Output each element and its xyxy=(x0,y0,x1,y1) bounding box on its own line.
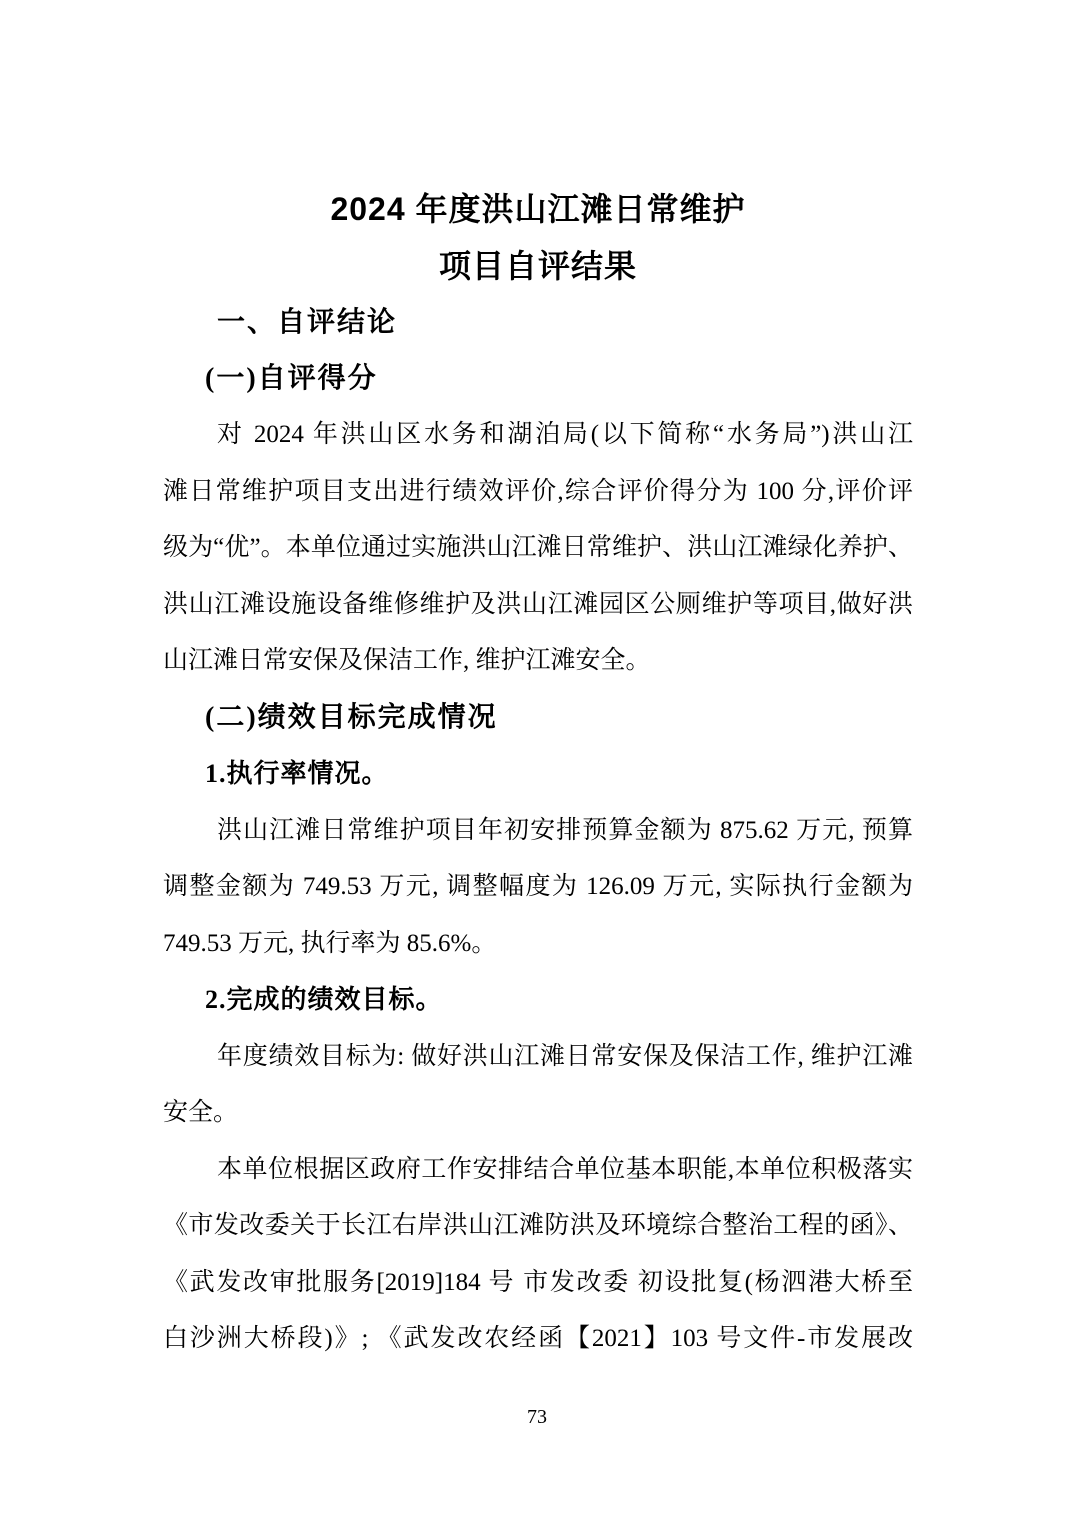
body-line: 调整金额为 749.53 万元, 调整幅度为 126.09 万元, 实际执行金额为 xyxy=(163,873,913,900)
item-1-heading: 1.执行率情况。 xyxy=(205,759,389,788)
document-title-line-2: 项目自评结果 xyxy=(438,247,637,284)
body-line: 《市发改委关于长江右岸洪山江滩防洪及环境综合整治工程的函》、 xyxy=(163,1212,913,1239)
body-line: 安全。 xyxy=(163,1099,239,1126)
body-line: 滩日常维护项目支出进行绩效评价,综合评价得分为 100 分,评价评 xyxy=(163,477,913,505)
body-line: 级为“优”。本单位通过实施洪山江滩日常维护、洪山江滩绿化养护、 xyxy=(163,534,913,561)
page-number: 73 xyxy=(527,1406,547,1428)
body-line: 洪山江滩日常维护项目年初安排预算金额为 875.62 万元, 预算 xyxy=(217,816,913,844)
subsection-1-1-heading: (一)自评得分 xyxy=(205,362,378,394)
page-footer xyxy=(0,1402,1074,1432)
body-line: 本单位根据区政府工作安排结合单位基本职能,本单位积极落实 xyxy=(217,1155,913,1183)
document-title-line-1: 2024 年度洪山江滩日常维护 xyxy=(330,191,746,227)
section-1-heading: 一、自评结论 xyxy=(217,306,398,337)
body-line: 洪山江滩设施设备维修维护及洪山江滩园区公厕维护等项目,做好洪 xyxy=(163,590,913,618)
body-line: 《武发改审批服务[2019]184 号 市发改委 初设批复(杨泗港大桥至 xyxy=(163,1268,913,1296)
body-line: 749.53 万元, 执行率为 85.6%。 xyxy=(163,929,497,957)
subsection-1-2-heading: (二)绩效目标完成情况 xyxy=(205,701,498,733)
body-line: 白沙洲大桥段)》; 《武发改农经函【2021】103 号文件-市发展改 xyxy=(163,1325,913,1352)
body-line: 对 2024 年洪山区水务和湖泊局(以下简称“水务局”)洪山江 xyxy=(217,421,913,448)
body-line: 年度绩效目标为: 做好洪山江滩日常安保及保洁工作, 维护江滩 xyxy=(217,1042,913,1070)
body-line: 山江滩日常安保及保洁工作, 维护江滩安全。 xyxy=(163,647,651,674)
item-2-heading: 2.完成的绩效目标。 xyxy=(205,985,443,1014)
